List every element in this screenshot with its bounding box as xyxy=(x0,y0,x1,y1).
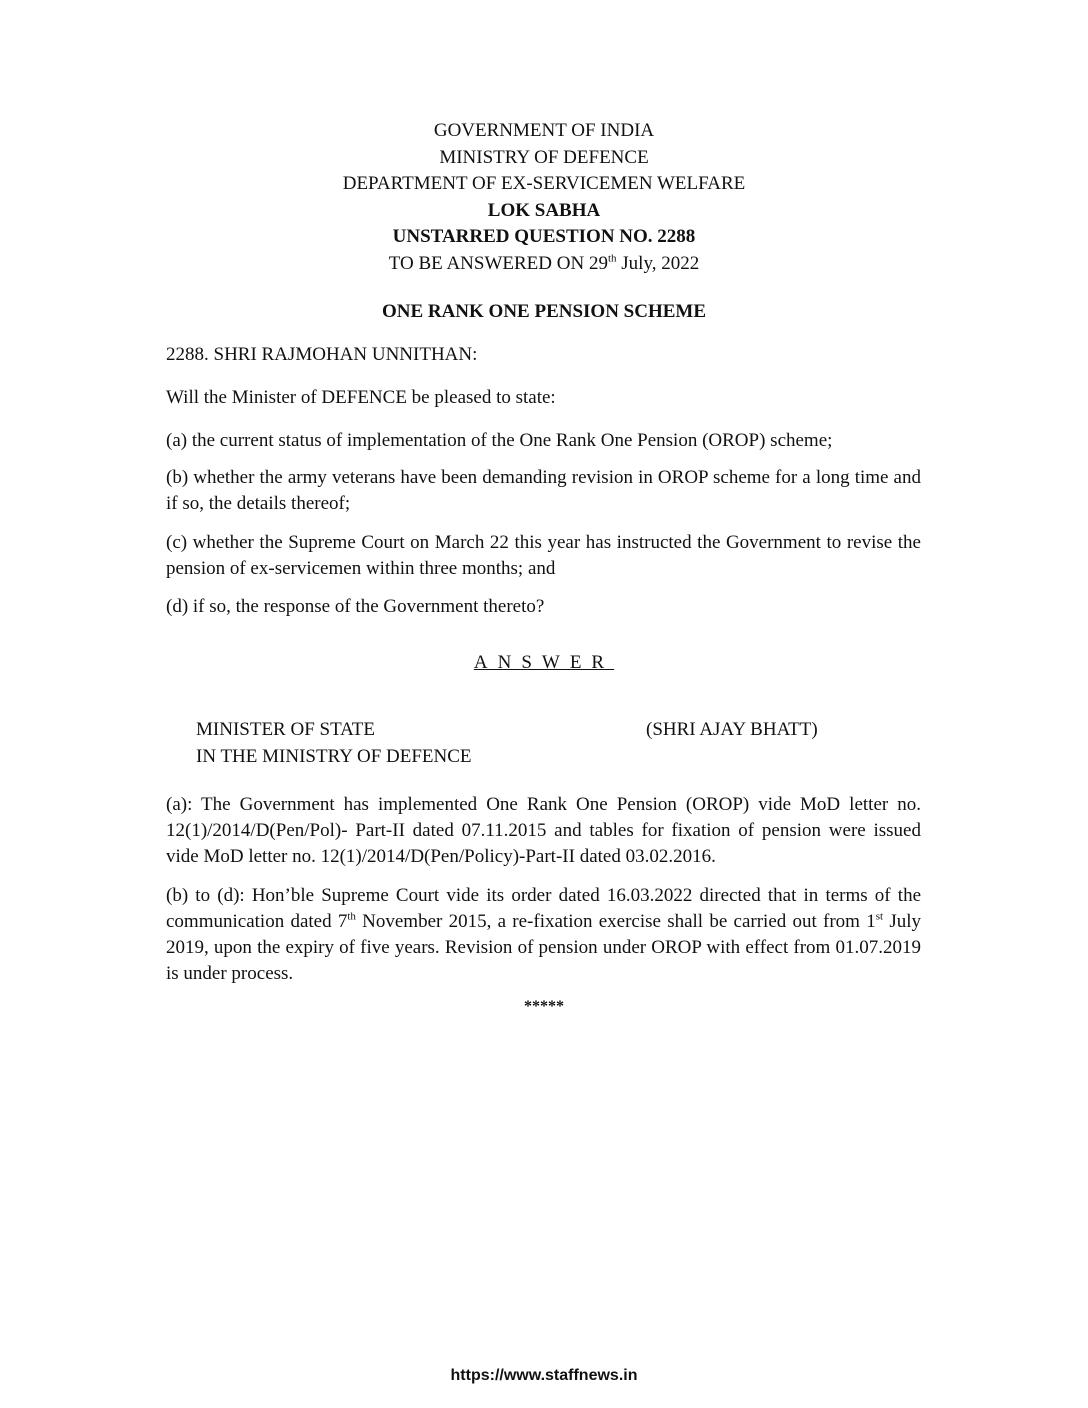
header-answer-date: TO BE ANSWERED ON 29th July, 2022 xyxy=(388,252,700,274)
minister-designation-line2: IN THE MINISTRY OF DEFENCE xyxy=(196,746,472,767)
header-department: DEPARTMENT OF EX-SERVICEMEN WELFARE xyxy=(342,173,746,194)
document-title: ONE RANK ONE PENSION SCHEME xyxy=(381,301,707,322)
header-government: GOVERNMENT OF INDIA xyxy=(433,120,655,141)
footer-link[interactable]: https://www.staffnews.in xyxy=(450,1367,638,1384)
answer-heading: ANSWER xyxy=(473,652,615,673)
question-intro: Will the Minister of DEFENCE be pleased to state: xyxy=(166,387,556,408)
question-part-b: (b) whether the army veterans have been demanding revision in OROP scheme for a long time and if so, the details thereof; xyxy=(166,467,921,514)
document-header xyxy=(0,118,1088,277)
minister-name: (SHRI AJAY BHATT) xyxy=(646,719,818,740)
header-house: LOK SABHA xyxy=(487,199,601,221)
question-part-c: (c) whether the Supreme Court on March 22 this year has instructed the Government to revise the pension of ex-servicemen within three months; and xyxy=(166,532,921,579)
header-ministry: MINISTRY OF DEFENCE xyxy=(439,146,649,168)
header-question-number: UNSTARRED QUESTION NO. 2288 xyxy=(392,226,696,247)
answer-part-a: (a): The Government has implemented One Rank One Pension (OROP) vide MoD letter no. 12(1)/2014/D(Pen/Pol)- Part-II dated 07.11.2015 and tables for fixation of pension were issued vide MoD letter no. 12(1)/2014/D(Pen/Policy)-Part-II dated 03.02.2016. xyxy=(166,794,921,867)
minister-designation xyxy=(196,716,472,770)
answer-part-b-to-d: (b) to (d): Hon’ble Supreme Court vide its order dated 16.03.2022 directed that in terms of the communication dated 7th November 2015, a re-fixation exercise shall be carried out from 1st July 2019, upon the expiry of five years. Revision of pension under OROP with effect from 01.07.2019 is under process. xyxy=(166,885,921,984)
end-marker: ***** xyxy=(524,998,564,1015)
question-part-d: (d) if so, the response of the Government thereto? xyxy=(166,596,545,617)
question-asker: 2288. SHRI RAJMOHAN UNNITHAN: xyxy=(166,344,478,365)
minister-designation-line1: MINISTER OF STATE xyxy=(196,719,375,740)
question-part-a: (a) the current status of implementation of the One Rank One Pension (OROP) scheme; xyxy=(166,430,833,451)
